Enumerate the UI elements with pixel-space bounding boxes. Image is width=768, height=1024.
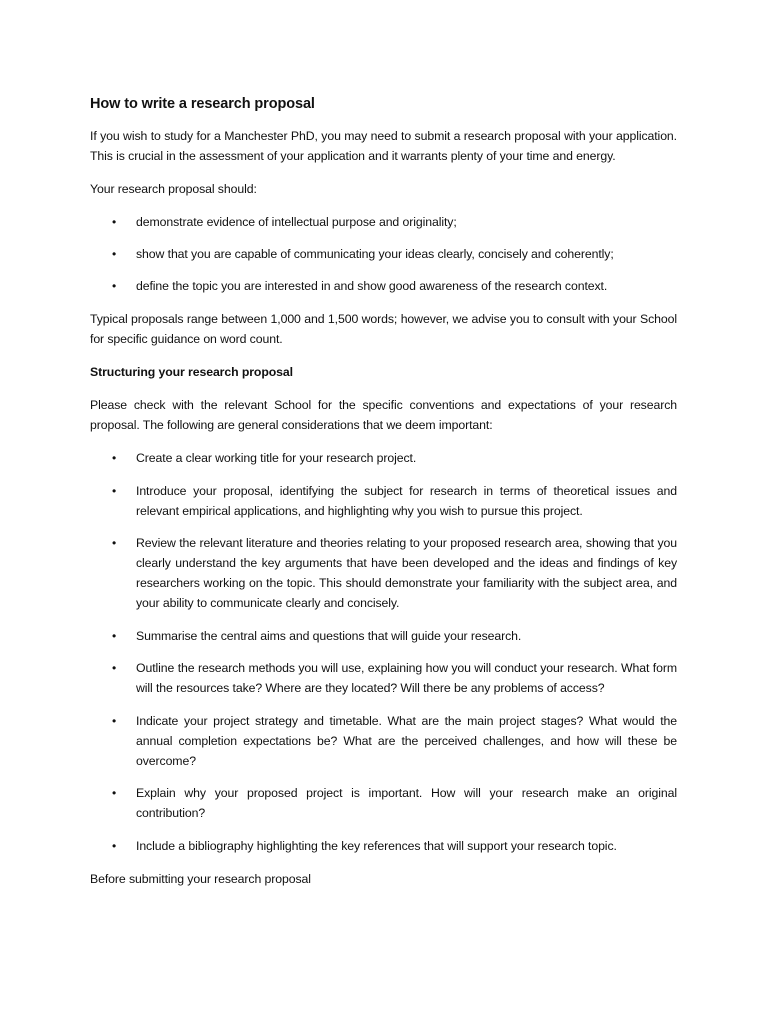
structuring-heading: Structuring your research proposal — [90, 365, 293, 379]
bullet-icon: • — [112, 215, 117, 229]
bullet-icon: • — [112, 483, 117, 498]
list-item-text: Explain why your proposed project is important. How will your research make an original contribution? — [136, 786, 677, 820]
bullet-icon: • — [112, 786, 117, 800]
list-item — [90, 626, 677, 646]
should-list — [90, 212, 677, 296]
list-item — [90, 658, 677, 698]
list-item-text: Create a clear working title for your research project. — [136, 451, 417, 465]
bullet-icon: • — [112, 451, 117, 465]
list-item — [90, 481, 677, 521]
list-item-text: Review the relevant literature and theories relating to your proposed research area, showing that you clearly understand the key arguments that have been developed and the ideas and findings of key researchers working on the topic. This should demonstrate your familiarity with the subject area, and your ability to communicate clearly and concisely. — [136, 536, 677, 610]
structuring-list — [90, 448, 677, 856]
bullet-icon: • — [112, 628, 117, 643]
document-page — [90, 94, 677, 902]
list-item-text: demonstrate evidence of intellectual purpose and originality; — [136, 215, 457, 229]
list-item — [90, 212, 677, 232]
list-item-text: Indicate your project strategy and timetable. What are the main project stages? What would the annual completion expectations be? What are the perceived challenges, and how will these be overcome? — [136, 713, 677, 768]
list-item — [90, 448, 677, 468]
list-item — [90, 276, 677, 296]
bullet-icon: • — [112, 536, 117, 550]
list-item — [90, 836, 677, 856]
bullet-icon: • — [112, 279, 117, 293]
list-item — [90, 711, 677, 771]
bullet-icon: • — [112, 838, 117, 853]
list-item — [90, 244, 677, 264]
should-lead-paragraph: Your research proposal should: — [90, 182, 257, 196]
intro-paragraph: If you wish to study for a Manchester PhD, you may need to submit a research proposal with your application. This is crucial in the assessment of your application and it warrants plenty of your time and energy. — [90, 129, 677, 163]
list-item-text: Include a bibliography highlighting the key references that will support your research topic. — [136, 838, 617, 853]
bullet-icon: • — [112, 661, 117, 675]
list-item-text: define the topic you are interested in and show good awareness of the research context. — [136, 279, 608, 293]
before-submitting-paragraph: Before submitting your research proposal — [90, 871, 311, 886]
page-title: How to write a research proposal — [90, 96, 315, 112]
bullet-icon: • — [112, 247, 117, 261]
list-item — [90, 533, 677, 613]
list-item-text: show that you are capable of communicating your ideas clearly, concisely and coherently; — [136, 247, 614, 261]
structuring-paragraph: Please check with the relevant School for the specific conventions and expectations of your research proposal. The following are general considerations that we deem important: — [90, 398, 677, 432]
word-count-paragraph: Typical proposals range between 1,000 and 1,500 words; however, we advise you to consult with your School for specific guidance on word count. — [90, 312, 677, 346]
bullet-icon: • — [112, 713, 117, 728]
list-item-text: Summarise the central aims and questions that will guide your research. — [136, 628, 522, 643]
list-item — [90, 783, 677, 823]
list-item-text: Introduce your proposal, identifying the subject for research in terms of theoretical issues and relevant empirical applications, and highlighting why you wish to pursue this project. — [136, 483, 677, 518]
list-item-text: Outline the research methods you will use, explaining how you will conduct your research. What form will the resources take? Where are they located? Will there be any problems of access? — [136, 661, 677, 695]
